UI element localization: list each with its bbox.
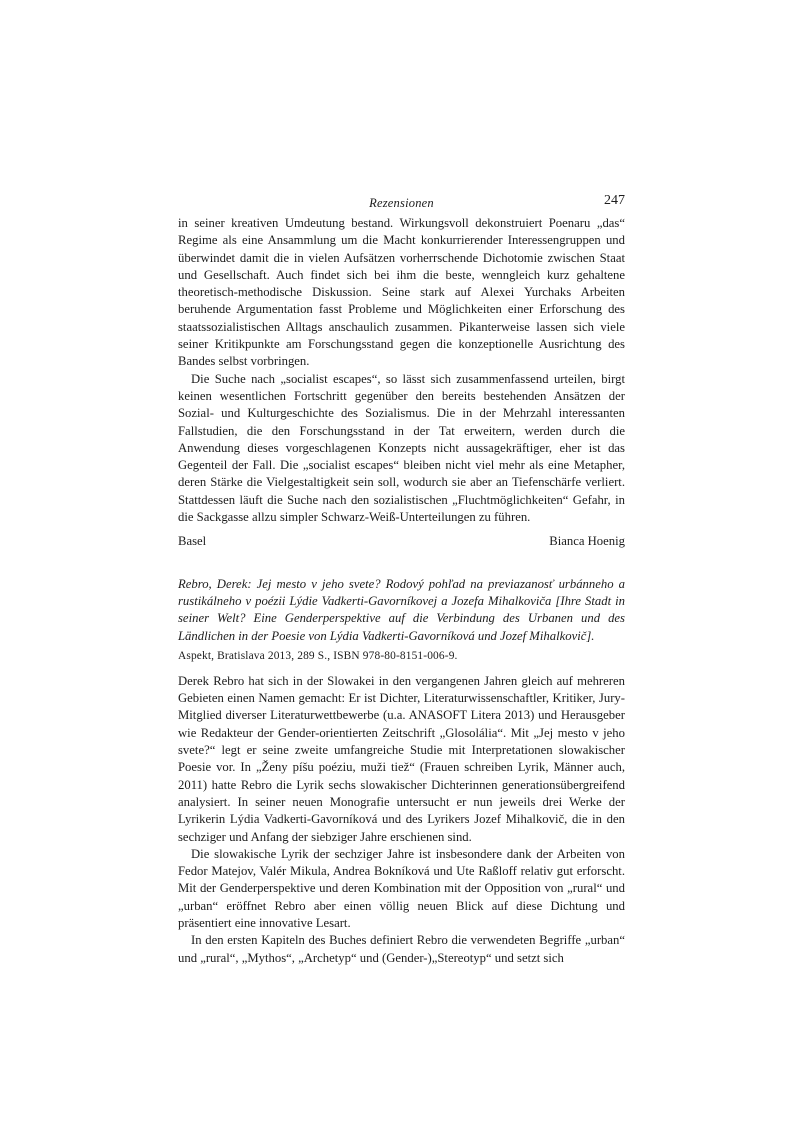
publication-info: Aspekt, Bratislava 2013, 289 S., ISBN 978-80-8151-006-9. xyxy=(178,649,458,662)
running-title: Rezensionen xyxy=(369,196,434,210)
review-body xyxy=(178,673,625,967)
paragraph: in seiner kreativen Umdeutung bestand. Wirkungsvoll dekonstruiert Poenaru „das“ Regime als eine Ansammlung um die Macht konkurrierender Interessengruppen und überwindet damit die in vielen Aufsätzen vorherrschende Dichotomie zwischen Staat und Gesellschaft. Auch findet sich bei ihm die beste, wenngleich kurz gehaltene theoretisch-methodische Diskussion. Seine stark auf Alexei Yurchaks Arbeiten beruhende Argumentation fasst Probleme und Möglichkeiten einer Erforschung des staatssozialistischen Alltags anschaulich zusammen. Pikanterweise lassen sich viele seiner Kritikpunkte am Forschungsstand gegen die konzeptionelle Ausrichtung des Bandes selbst vorbringen. xyxy=(178,216,625,369)
signature-place: Basel xyxy=(178,534,207,549)
signature-author: Bianca Hoenig xyxy=(549,534,625,549)
document-page xyxy=(178,193,625,967)
paragraph: Derek Rebro hat sich in der Slowakei in den vergangenen Jahren gleich auf mehreren Gebieten einen Namen gemacht: Er ist Dichter, Literaturwissenschaftler, Kritiker, Jury-Mitglied diverser Literaturwettbewerbe (u.a. ANASOFT Litera 2013) und Herausgeber wie Redakteur der Gender-orientierten Zeitschrift „Glosolália“. Mit „Jej mesto v jeho svete?“ legt er seine zweite umfangreiche Studie mit Interpretationen slowakischer Poesie vor. In „Ženy píšu poéziu, muži tiež“ (Frauen schreiben Lyrik, Männer auch, 2011) hatte Rebro die Lyrik sechs slowakischer Dichterinnen generationsübergreifend analysiert. In seiner neuen Monografie untersucht er nun jeweils drei Werke der Lyrikerin Lýdia Vadkerti-Gavorníková und des Lyrikers Jozef Mihalkovič, die in den sechziger und Anfang der siebziger Jahre erschienen sind. xyxy=(178,673,625,844)
review-title: Rebro, Derek: Jej mesto v jeho svete? Rodový pohľad na previazanosť urbánneho a rustikálneho v poézii Lýdie Vadkerti-Gavorníkovej a Jozefa Mihalkoviča [Ihre Stadt in seiner Welt? Eine Genderperspektive auf die Verbindung des Urbanen und des Ländlichen in der Poesie von Lýdia Vadkerti-Gavorníková und Jozef Mihalkovič]. xyxy=(178,576,625,643)
page-number: 247 xyxy=(604,193,625,208)
running-header xyxy=(178,193,625,215)
review-continuation xyxy=(178,215,625,526)
paragraph: Die slowakische Lyrik der sechziger Jahre ist insbesondere dank der Arbeiten von Fedor Matejov, Valér Mikula, Andrea Bokníková und Ute Raßloff relativ gut erforscht. Mit der Genderperspektive und deren Kombination mit der Opposition von „rural“ und „urban“ eröffnet Rebro aber einen völlig neuen Blick auf diese Dichtung und präsentiert eine innovative Lesart. xyxy=(178,846,625,930)
review-signature xyxy=(178,533,625,550)
paragraph: In den ersten Kapiteln des Buches definiert Rebro die verwendeten Begriffe „urban“ und „rural“, „Mythos“, „Archetyp“ und (Gender-)„Stereotyp“ und setzt sich xyxy=(178,933,625,965)
paragraph: Die Suche nach „socialist escapes“, so lässt sich zusammenfassend urteilen, birgt keinen wesentlichen Fortschritt gegenüber den bereits bestehenden Ansätzen der Sozial- und Kulturgeschichte des Sozialismus. Die in der Mehrzahl interessanten Fallstudien, die den Forschungsstand in der Tat erweitern, werden durch die Anwendung dieses vorgeschlagenen Konzepts nicht aussagekräftiger, eher ist das Gegenteil der Fall. Die „socialist escapes“ bleiben nicht viel mehr als eine Metapher, deren Stärke die Vielgestaltigkeit sein soll, wodurch sie aber an Tiefenschärfe verliert. Stattdessen läuft die Suche nach den sozialistischen „Fluchtmöglichkeiten“ Gefahr, in die Sackgasse allzu simpler Schwarz-Weiß-Unterteilungen zu führen. xyxy=(178,371,625,525)
